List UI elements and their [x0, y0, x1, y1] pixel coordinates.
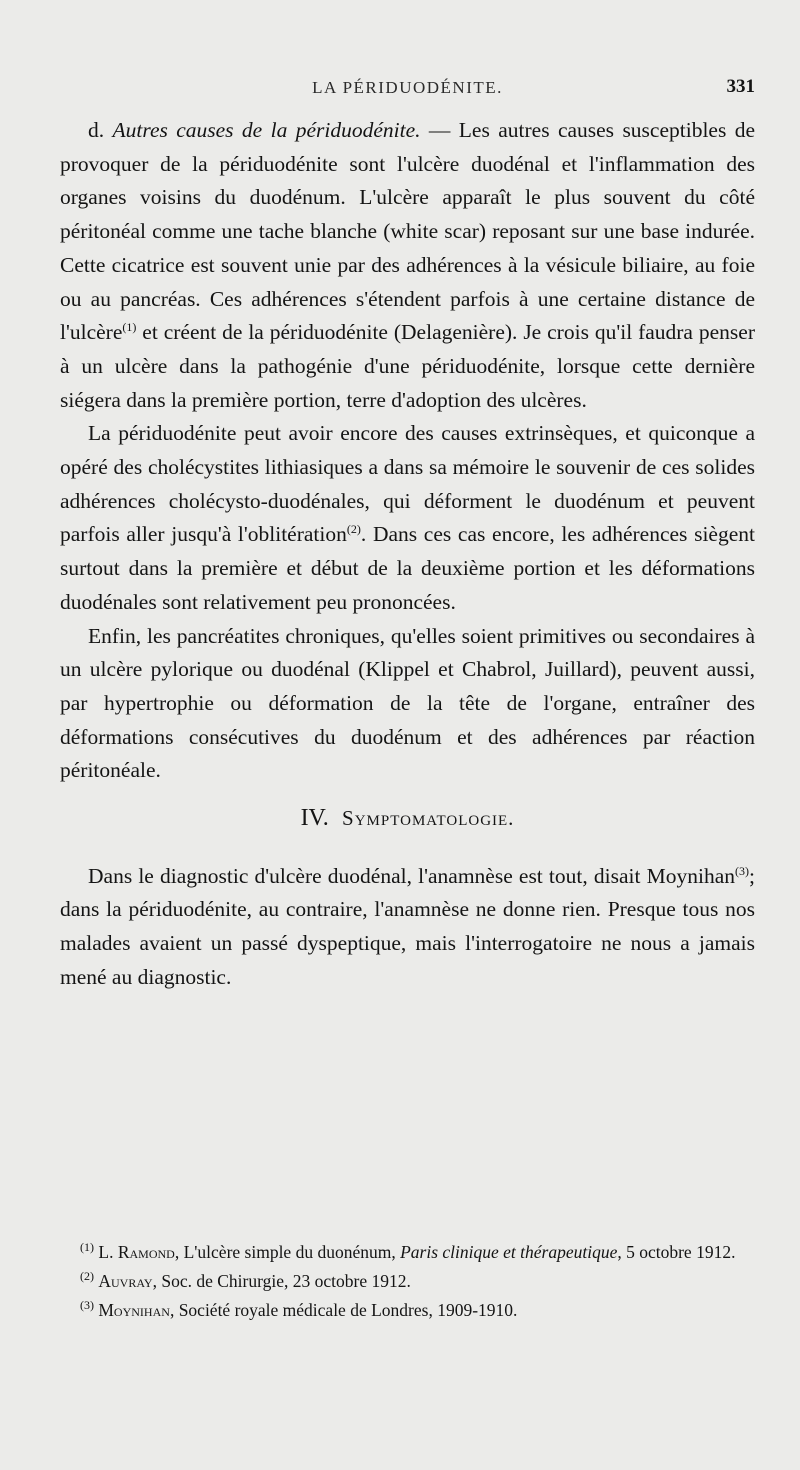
paragraph-extrinsic-causes [60, 417, 755, 619]
footnote-mark: (2) [80, 1269, 94, 1284]
footnotes [80, 1238, 755, 1325]
footnote-2 [80, 1267, 755, 1296]
footnote-ref-3[interactable]: (3) [735, 863, 750, 878]
footnote-ref-1[interactable]: (1) [122, 320, 137, 335]
paragraph-other-causes [60, 114, 755, 417]
footnote-author: L. Ramond [98, 1242, 175, 1262]
subsection-title: Autres causes de la périduodénite. [112, 118, 421, 142]
paragraph-text: Dans le diagnostic d'ulcère duodénal, l'anamnèse est tout, disait Moynihan [88, 863, 736, 888]
page-header [60, 74, 755, 104]
footnote-date: , 5 octobre 1912. [617, 1242, 736, 1262]
footnote-3 [80, 1296, 755, 1325]
page-number: 331 [726, 76, 755, 97]
footnote-text: , Société royale médicale de Londres, 1909-1910. [169, 1300, 518, 1320]
paragraph-text: Les autres causes susceptibles de provoquer de la périduodénite sont l'ulcère duodénal et l'inflammation des organes voisins du duodénum. L'ulcère apparaît le plus souvent du côté péritonéal comme une tache blanche (white scar) reposant sur une base indurée. Cette cicatrice est souvent unie par des adhérences à la vésicule biliaire, au foie ou au pancréas. Ces adhérences s'étendent parfois à une certaine distance de l'ulcère [60, 118, 756, 345]
paragraph-pancreatitis: Enfin, les pancréatites chroniques, qu'elles soient primitives ou secondaires à un ulcère pylorique ou duodénal (Klippel et Chabrol, Juillard), peuvent aussi, par hypertrophie ou déformation de la tête de l'organe, entraîner des déformations consécutives du duodénum et des adhérences par réaction péritonéale. [60, 623, 755, 783]
footnote-mark: (1) [80, 1240, 94, 1255]
footnote-text: , L'ulcère simple du duonénum, [174, 1242, 401, 1262]
section-heading [60, 802, 755, 836]
paragraph-symptomatology [60, 860, 755, 995]
footnote-text: , Soc. de Chirurgie, 23 octobre 1912. [152, 1271, 411, 1291]
running-title: LA PÉRIDUODÉNITE. [312, 78, 503, 97]
footnote-author: Moynihan [98, 1300, 170, 1320]
section-title: Symptomatologie. [342, 806, 515, 831]
footnote-author: Auvray [98, 1271, 153, 1291]
paragraph-text: . Dans ces cas encore, les adhérences siègent surtout dans la première et début de la deuxième portion et les déformations duodénales sont relativement peu prononcées. [60, 522, 755, 614]
section-number: IV. [300, 805, 329, 832]
footnote-1 [80, 1238, 755, 1267]
paragraph-text: ; dans la périduodénite, au contraire, l'anamnèse ne donne rien. Presque tous nos malades avaient un passé dyspeptique, mais l'interrogatoire ne nous a jamais mené au diagnostic. [60, 863, 755, 989]
footnote-journal: Paris clinique et thérapeutique [400, 1242, 618, 1262]
footnote-ref-2[interactable]: (2) [346, 522, 361, 537]
em-dash: — [420, 118, 459, 142]
footnote-mark: (3) [80, 1298, 94, 1313]
body-text [60, 114, 755, 995]
subsection-letter: d. [88, 118, 113, 142]
paragraph-text: et créent de la périduodénite (Delagenière). Je crois qu'il faudra penser à un ulcère dans la pathogénie d'une périduodénite, lorsque cette dernière siégera dans la première portion, terre d'adoption des ulcères. [60, 320, 755, 412]
paragraph-text: La périduodénite peut avoir encore des causes extrinsèques, et quiconque a opéré des cholécystites lithiasiques a dans sa mémoire le souvenir de ces solides adhérences cholécysto-duodénales, qui déforment le duodénum et peuvent parfois aller jusqu'à l'oblitération [60, 421, 755, 547]
